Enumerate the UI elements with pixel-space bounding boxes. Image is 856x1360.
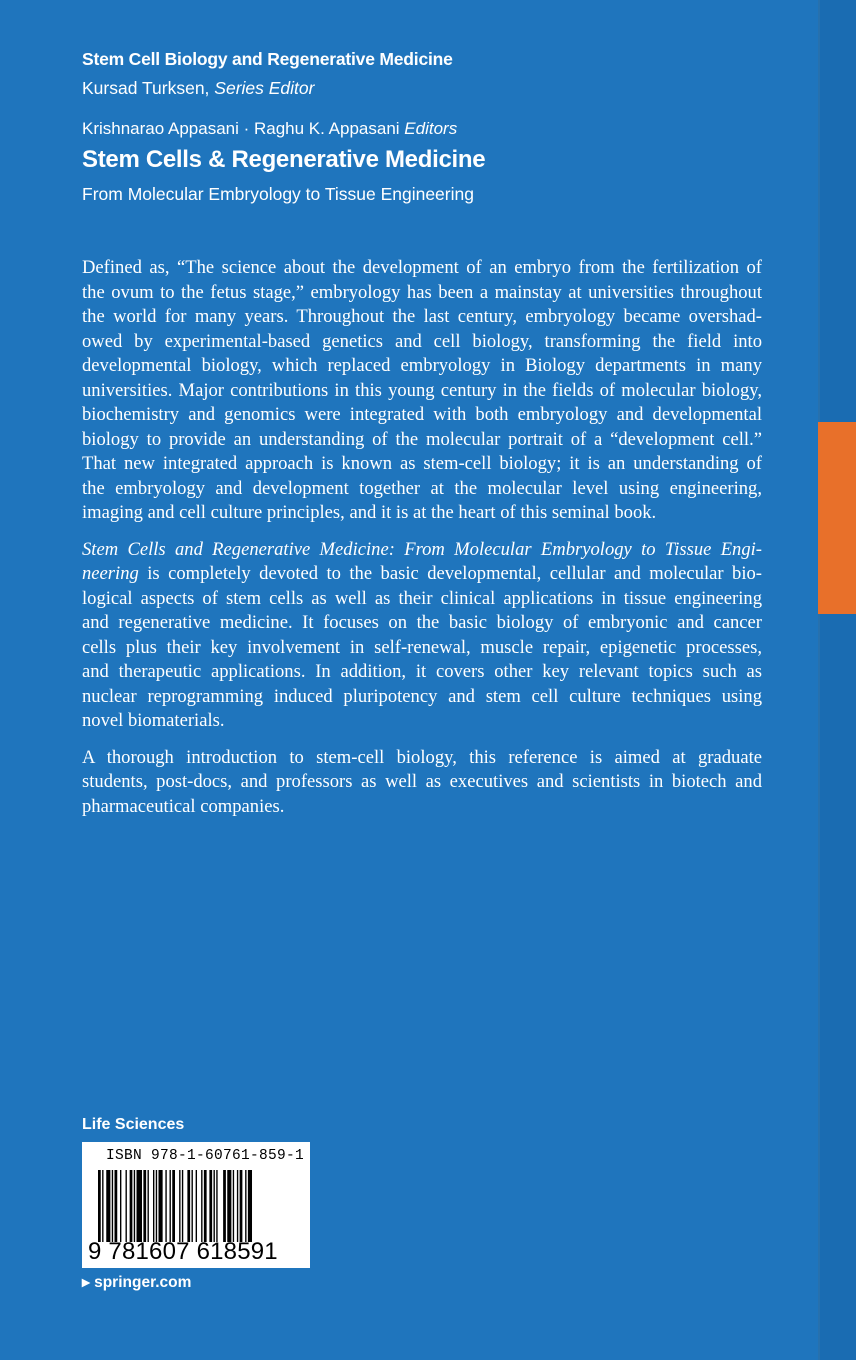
text-line: and regenerative medicine. It focuses on the basic biology of embryonic and cancer	[82, 612, 762, 633]
spine-accent-tab	[818, 422, 856, 614]
editors-role: Editors	[404, 119, 458, 138]
isbn-label: ISBN 978-1-60761-859-1	[106, 1148, 305, 1164]
barcode-bar	[102, 1170, 103, 1242]
barcode-bar	[227, 1170, 231, 1242]
text-line: and therapeutic applications. In addition, it covers other key relevant topics such as	[82, 661, 762, 682]
text-line	[82, 538, 762, 563]
barcode-bar	[98, 1170, 101, 1242]
barcode-bar	[115, 1170, 118, 1242]
text-line: developmental biology, which replaced embryology in Biology departments in many	[82, 355, 762, 376]
barcode-bar	[134, 1170, 135, 1242]
series-editor-name: Kursad Turksen,	[82, 78, 215, 98]
barcode-bar	[192, 1170, 193, 1242]
arrow-icon: ▸	[82, 1274, 90, 1291]
barcode-bar	[120, 1170, 121, 1242]
book-editors	[82, 119, 457, 139]
book-title: Stem Cells & Regenerative Medicine	[82, 146, 486, 173]
text-line: Defined as, “The science about the development of an embryo from the fertilization of	[82, 257, 762, 278]
text-line: students, post-docs, and professors as well as executives and scientists in biotech and	[82, 771, 762, 792]
series-editor	[82, 78, 314, 99]
text-line: novel biomaterials.	[82, 710, 225, 731]
barcode-bar	[179, 1170, 180, 1242]
book-title-italic: Stem Cells and Regenerative Medicine: From Molecular Embryology to Tissue Engi-	[82, 538, 762, 560]
barcode-bar	[223, 1170, 226, 1242]
barcode-bar	[233, 1170, 234, 1242]
subject-category: Life Sciences	[82, 1116, 185, 1133]
barcode-bar	[170, 1170, 171, 1242]
text-line: That new integrated approach is known as stem-cell biology; it is an understanding of	[82, 453, 762, 474]
barcode-digits: 9 781607 618591	[88, 1238, 278, 1265]
barcode-bar	[209, 1170, 212, 1242]
text-line: owed by experimental-based genetics and cell biology, transforming the field into	[82, 330, 762, 352]
blurb-paragraph-1	[82, 256, 762, 526]
book-subtitle: From Molecular Embryology to Tissue Engineering	[82, 184, 474, 204]
isbn-barcode	[82, 1142, 310, 1268]
text-line	[82, 562, 762, 587]
barcode-bar	[187, 1170, 190, 1242]
barcode-bar	[172, 1170, 175, 1242]
text-line: the world for many years. Throughout the last century, embryology became overshad-	[82, 306, 762, 327]
text-line: the embryology and development together at the molecular level using engineering,	[82, 477, 762, 499]
text-line: cells plus their key involvement in self-renewal, muscle repair, epigenetic processes,	[82, 636, 762, 658]
barcode-bar	[159, 1170, 163, 1242]
barcode-bar	[196, 1170, 197, 1242]
text-line: biochemistry and genomics were integrated with both embryology and developmental	[82, 404, 762, 425]
barcode-bar	[240, 1170, 243, 1242]
text-line: biology to provide an understanding of the molecular portrait of a “development cell.”	[82, 428, 762, 450]
text-line: A thorough introduction to stem-cell biology, this reference is aimed at graduate	[82, 746, 762, 768]
barcode-bars	[96, 1170, 296, 1242]
barcode-bar	[106, 1170, 110, 1242]
barcode-bar	[201, 1170, 202, 1242]
series-title: Stem Cell Biology and Regenerative Medicine	[82, 49, 453, 69]
editors-names: Krishnarao Appasani · Raghu K. Appasani	[82, 119, 405, 138]
text-line: the ovum to the fetus stage,” embryology has been a mainstay at universities throughout	[82, 281, 762, 303]
barcode-bar	[182, 1170, 183, 1242]
barcode-bar	[153, 1170, 154, 1242]
barcode-bar	[126, 1170, 127, 1242]
publisher-url: springer.com	[94, 1274, 192, 1291]
blurb-paragraph-3	[82, 746, 762, 820]
barcode-bar	[143, 1170, 146, 1242]
blurb	[82, 256, 762, 831]
barcode-bar	[112, 1170, 113, 1242]
text-line: logical aspects of stem cells as well as their clinical applications in tissue engineering	[82, 587, 762, 609]
text-line: nuclear reprogramming induced pluripotency and stem cell culture techniques using	[82, 685, 762, 707]
book-title-italic-end: neering	[82, 563, 139, 584]
text-fragment: is completely devoted to the basic developmental, cellular and molecular bio-	[138, 563, 762, 584]
barcode-bar	[248, 1170, 252, 1242]
barcode-bar	[137, 1170, 143, 1242]
barcode-bar	[216, 1170, 217, 1242]
publisher-link[interactable]	[82, 1273, 191, 1292]
barcode-bar	[245, 1170, 246, 1242]
book-spine	[820, 0, 856, 1360]
barcode-bar	[204, 1170, 207, 1242]
text-line: universities. Major contributions in this young century in the fields of molecular biology,	[82, 379, 762, 401]
barcode-bar	[237, 1170, 238, 1242]
series-editor-role: Series Editor	[214, 78, 315, 98]
text-line: imaging and cell culture principles, and it is at the heart of this seminal book.	[82, 502, 657, 523]
barcode-bar	[130, 1170, 133, 1242]
text-line: pharmaceutical companies.	[82, 795, 285, 817]
barcode-bar	[214, 1170, 215, 1242]
barcode-bar	[156, 1170, 157, 1242]
blurb-paragraph-2	[82, 538, 762, 734]
barcode-bar	[148, 1170, 149, 1242]
barcode-bar	[165, 1170, 166, 1242]
